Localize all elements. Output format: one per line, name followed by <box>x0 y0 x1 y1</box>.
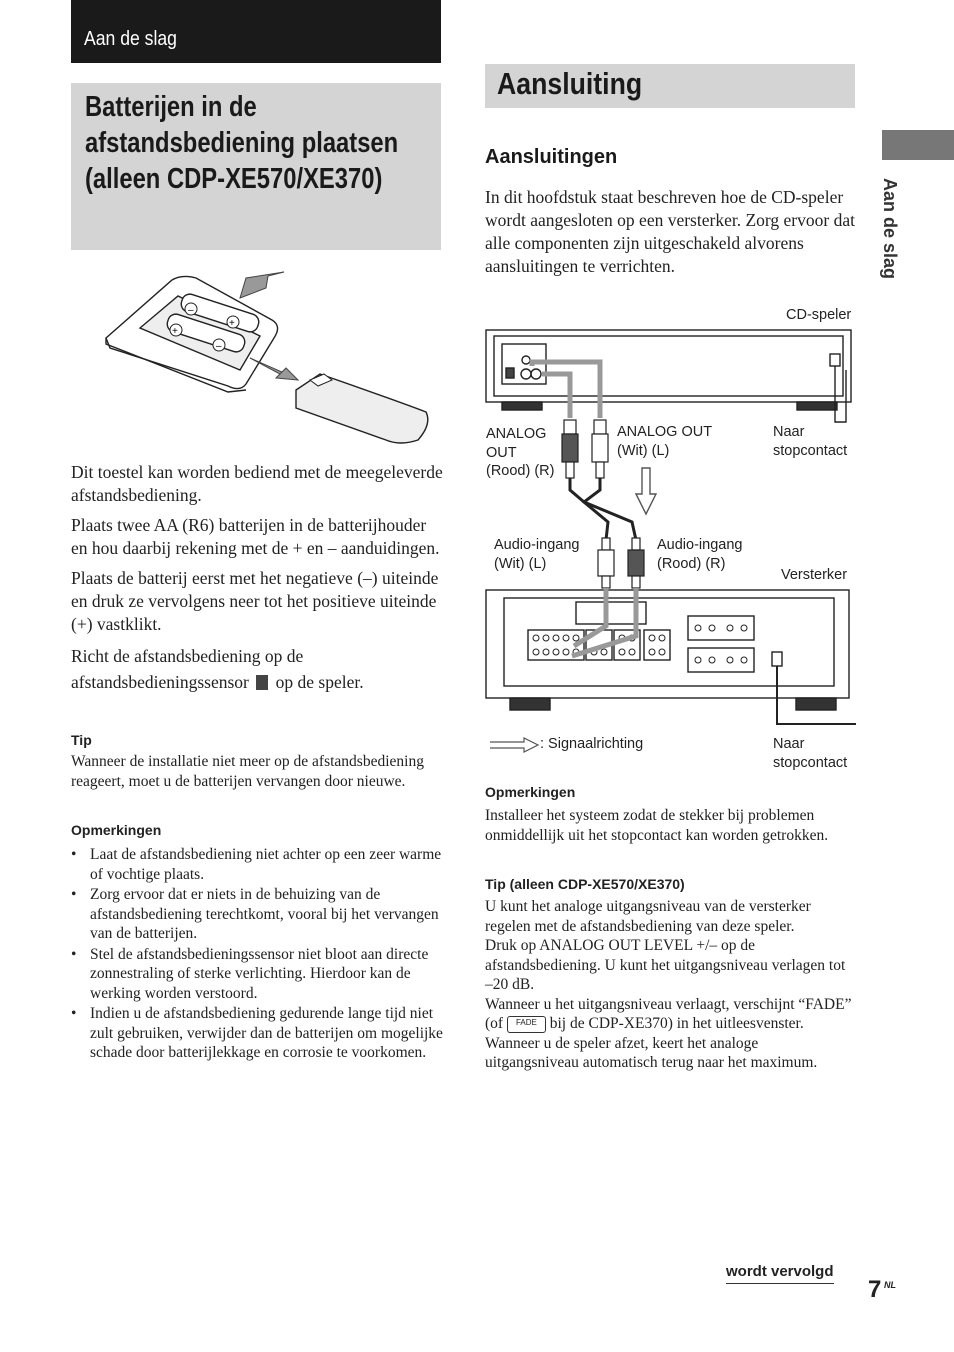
label-line: Audio-ingang <box>494 537 580 553</box>
connection-subtitle: Aansluitingen <box>485 146 618 168</box>
audio-in-white-label <box>494 536 579 573</box>
page-number: 7 <box>868 1276 882 1303</box>
battery-body <box>71 461 443 695</box>
list-item: • Laat de afstandsbediening niet achter op een zeer warme of vochtige plaats. <box>71 845 443 884</box>
cd-player-unit <box>486 330 851 410</box>
label-line: Audio-ingang <box>657 537 743 553</box>
page-language-suffix: NL <box>884 1280 896 1290</box>
tip-paragraph: Wanneer u de speler afzet, keert het analoge uitgangsniveau automatisch terug naar het maximum. <box>485 1034 818 1071</box>
power-outlet-label-top <box>773 423 847 460</box>
label-line: Naar <box>773 736 805 752</box>
fade-display-indicator: FADE <box>507 1016 546 1033</box>
svg-text:+: + <box>229 318 235 329</box>
tip-paragraph <box>485 995 855 1034</box>
rca-plug-white <box>592 420 608 478</box>
side-tab-label: Aan de slag <box>880 178 900 280</box>
signal-arrow-legend-icon <box>488 736 540 754</box>
battery-section-title: Batterijen in de afstandsbediening plaatsen (alleen CDP-XE570/XE370) <box>85 91 399 195</box>
label-line: stopcontact <box>773 442 848 459</box>
connection-intro: In dit hoofdstuk staat beschreven hoe de CD-speler wordt aangesloten op een versterker. Zorg ervoor dat alle componenten zijn uitgeschakeld alvorens aansluitingen te verrichten. <box>485 187 855 276</box>
label-line: ANALOG <box>486 426 547 442</box>
signal-direction-label: : Signaalrichting <box>540 736 644 752</box>
analog-out-red-label <box>486 425 554 481</box>
label-line: ANALOG OUT <box>617 424 713 440</box>
rca-plug-white <box>598 538 614 588</box>
tip-paragraph: Druk op ANALOG OUT LEVEL +/– op de afstandsbediening. U kunt het uitgangsniveau verlagen tot –20 dB. <box>485 937 846 993</box>
sensor-text-before: Richt de afstandsbediening op de afstandsbedieningssensor <box>71 646 304 692</box>
label-line: (Wit) (L) <box>494 555 547 572</box>
side-tab <box>879 178 909 318</box>
remote-battery-illustration <box>100 262 440 452</box>
battery-title-box <box>71 83 441 250</box>
audio-in-red-label <box>657 536 742 573</box>
battery-paragraph: Plaats de batterij eerst met het negatieve (–) uiteinde en druk ze vervolgens neer tot het positieve uiteinde (+) vastklikt. <box>71 568 439 634</box>
label-line: (Rood) (R) <box>657 555 726 572</box>
connection-section-title: Aansluiting <box>497 66 643 101</box>
analog-out-white-label <box>617 423 712 460</box>
rca-plug-red <box>628 538 644 588</box>
tip-heading: Tip (alleen CDP-XE570/XE370) <box>485 876 685 892</box>
connection-diagram <box>484 326 856 726</box>
rca-plug-red <box>562 420 578 478</box>
label-line: OUT <box>486 444 517 461</box>
amplifier-unit <box>486 590 849 710</box>
section-header-bar <box>71 0 441 63</box>
cd-player-label: CD-speler <box>786 307 852 323</box>
sensor-paragraph <box>71 643 443 695</box>
battery-paragraph: Dit toestel kan worden bediend met de meegeleverde afstandsbediening. <box>71 462 443 505</box>
tip-heading: Tip <box>71 732 92 748</box>
connection-title-box <box>485 64 855 108</box>
continued-label: wordt vervolgd <box>726 1263 834 1284</box>
notes-heading: Opmerkingen <box>71 822 162 838</box>
svg-text:+: + <box>172 326 178 337</box>
section-header-label: Aan de slag <box>84 28 177 50</box>
slide-arrow-icon <box>250 358 298 380</box>
list-item: • Zorg ervoor dat er niets in de behuizing van de afstandsbediening terechtkomt, vooral bij het vervangen van de batterijen. <box>71 885 443 944</box>
list-item: • Indien u de afstandsbediening gedurende lange tijd niet zult gebruiken, verwijder dan de batterijen om mogelijke schade door batterijlekkage en corrosie te voorkomen. <box>71 1004 443 1063</box>
battery-notes-list <box>71 845 443 1064</box>
insert-arrow-icon <box>240 272 284 298</box>
sensor-text-after: op de speler. <box>275 672 364 692</box>
tip-text: Wanneer de installatie niet meer op de afstandsbediening reageert, moet u de batterijen vervangen door nieuwe. <box>71 753 424 790</box>
tip-paragraph: U kunt het analoge uitgangsniveau van de versterker regelen met de afstandsbediening van deze speler. <box>485 898 811 935</box>
tip-text-after: bij de CDP-XE370) in het uitleesvenster. <box>549 1015 804 1032</box>
connection-tip <box>485 897 855 1073</box>
tip-text-before: Wanneer u het uitgangsniveau verlaagt, verschijnt “FADE” (of <box>485 995 852 1032</box>
label-line: Naar <box>773 424 805 440</box>
label-line: (Rood) (R) <box>486 463 555 479</box>
signal-direction-arrow-icon <box>636 468 656 514</box>
label-line: (Wit) (L) <box>617 442 670 459</box>
remote-sensor-icon <box>256 675 268 690</box>
amplifier-label: Versterker <box>781 567 848 583</box>
svg-text:–: – <box>216 341 222 352</box>
list-item: • Stel de afstandsbedieningssensor niet bloot aan directe zonnestraling of sterke verlichting. Hierdoor kan de werking worden verstoord. <box>71 945 443 1004</box>
power-outlet-label-bottom <box>773 735 847 772</box>
battery-paragraph: Plaats twee AA (R6) batterijen in de batterijhouder en hou daarbij rekening met de + en – aanduidingen. <box>71 515 440 558</box>
cable <box>570 478 636 540</box>
notes-heading: Opmerkingen <box>485 784 576 800</box>
label-line: stopcontact <box>773 754 848 771</box>
connection-notes-text: Installeer het systeem zodat de stekker bij problemen onmiddellijk uit het stopcontact kan worden getrokken. <box>485 807 829 844</box>
svg-text:–: – <box>188 305 194 316</box>
side-tab-marker <box>882 130 954 160</box>
